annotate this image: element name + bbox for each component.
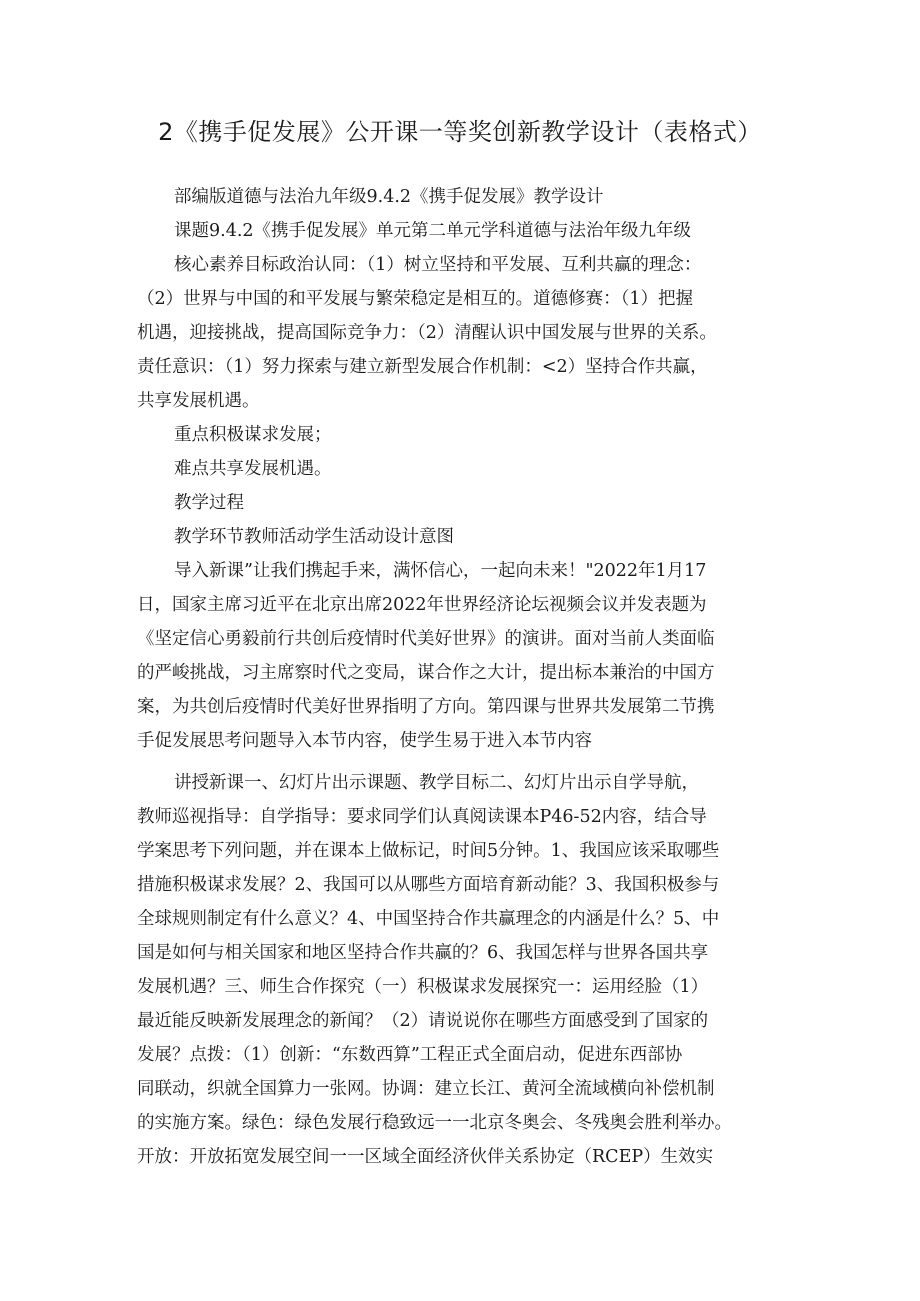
paragraph-line: 同联动，织就全国算力一张网。协调：建立长江、黄河全流域横向补偿机制 [137, 1079, 715, 1099]
paragraph-line: 全球规则制定有什么意义？4、中国坚持合作共赢理念的内涵是什么？5、中 [137, 909, 720, 929]
document-title: 2《携手促发展》公开课一等奖创新教学设计（表格式） [158, 118, 762, 146]
paragraph-line: 的实施方案。绿色：绿色发展行稳致远一一北京冬奥会、冬残奥会胜利举办。 [137, 1113, 732, 1133]
paragraph-line: 发展机遇？三、师生合作探究（一）积极谋求发展探究一：运用经脸（1） [137, 977, 709, 997]
paragraph-line: 手促发展思考问题导入本节内容，使学生易于进入本节内容 [137, 731, 592, 751]
paragraph-line: 教学环节教师活动学生活动设计意图 [174, 527, 454, 547]
paragraph-line: 核心素养目标政治认同：（1）树立坚持和平发展、互利共赢的理念： [174, 255, 702, 275]
paragraph-line: 部编版道德与法治九年级9.4.2《携手促发展》教学设计 [174, 187, 604, 207]
paragraph-line: 最近能反映新发展理念的新闻？（2）请说说你在哪些方面感受到了国家的 [137, 1011, 709, 1031]
paragraph-line: 责任意识：（1）努力探索与建立新型发展合作机制：<2）坚持合作共赢， [137, 357, 708, 377]
paragraph-line: 案，为共创后疫情时代美好世界指明了方向。第四课与世界共发展第二节携 [137, 697, 715, 717]
paragraph-line: 共享发展机遇。 [137, 391, 260, 411]
document-body [137, 180, 802, 1174]
paragraph-line: 难点共享发展机遇。 [174, 459, 332, 479]
paragraph-line: 开放：开放拓宽发展空间一一区域全面经济伙伴关系协定（RCEP）生效实 [137, 1147, 714, 1167]
paragraph-line: 的严峻挑战，习主席察时代之变局，谋合作之大计，提出标本兼治的中国方 [137, 663, 715, 683]
paragraph-line: 教师巡视指导：自学指导：要求同学们认真阅读课本P46-52内容，结合导 [137, 807, 707, 827]
paragraph-line: 学案思考下列问题，并在课本上做标记，时间5分钟。1、我国应该采取哪些 [137, 841, 720, 861]
paragraph-line: 讲授新课一、幻灯片出示课题、教学目标二、幻灯片出示自学导航， [174, 773, 699, 793]
paragraph-line: 日，国家主席习近平在北京出席2022年世界经济论坛视频会议并发表题为 [137, 595, 707, 615]
paragraph-line: 教学过程 [174, 493, 244, 513]
paragraph-line: 国是如何与相关国家和地区坚持合作共赢的？6、我国怎样与世界各国共享 [137, 943, 709, 963]
paragraph-line: 重点积极谋求发展； [174, 425, 332, 445]
paragraph-line: 课题9.4.2《携手促发展》单元第二单元学科道德与法治年级九年级 [174, 221, 692, 241]
paragraph-line: 措施积极谋求发展？2、我国可以从哪些方面培育新动能？3、我国积极参与 [137, 875, 720, 895]
paragraph-line: （2）世界与中国的和平发展与繁荣稳定是相互的。道德修赛：（1）把握 [137, 289, 694, 309]
paragraph-line: 导入新课”让我们携起手来，满怀信心，一起向未来！"2022年1月17 [174, 561, 707, 581]
paragraph-line: 发展？点拨：（1）创新：“东数西算”工程正式全面启动，促进东西部协 [137, 1045, 683, 1065]
paragraph-line: 机遇，迎接挑战，提高国际竞争力：（2）清醒认识中国发展与世界的关系。 [137, 323, 717, 343]
paragraph-line: 《坚定信心勇毅前行共创后疫情时代美好世界》的演讲。面对当前人类面临 [137, 629, 715, 649]
